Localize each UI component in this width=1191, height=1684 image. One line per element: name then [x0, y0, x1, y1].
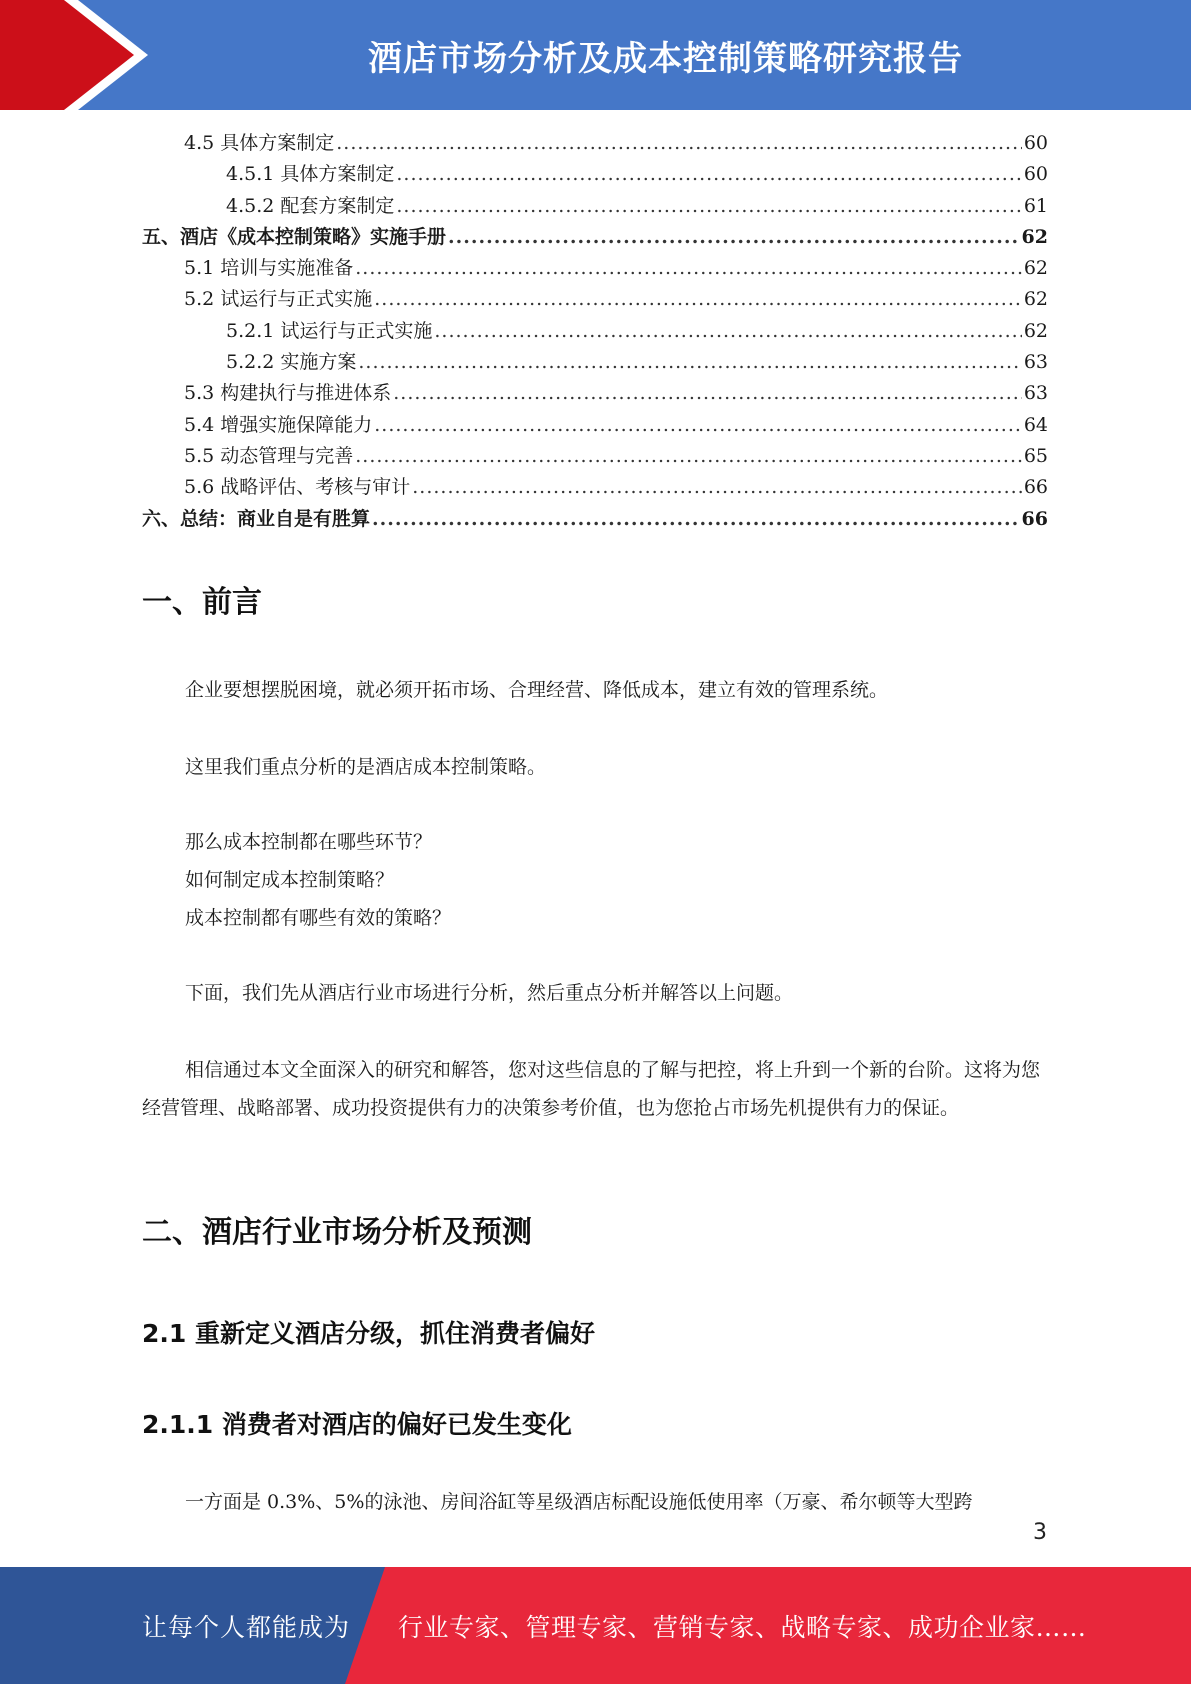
toc-leader-dots: [396, 159, 1021, 190]
section-heading-market-analysis: 二、酒店行业市场分析及预测: [142, 1215, 532, 1250]
toc-leader-dots: [355, 253, 1022, 284]
toc-leader-dots: [396, 191, 1021, 222]
toc-entry[interactable]: [142, 316, 1048, 347]
toc-entry-title: 4.5 具体方案制定: [184, 132, 335, 154]
paragraph: 相信通过本文全面深入的研究和解答，您对这些信息的了解与把控，将上升到一个新的台阶。这将为您经营管理、战略部署、成功投资提供有力的决策参考价值，也为您抢占市场先机提供有力的保证。: [142, 1059, 1041, 1119]
toc-leader-dots: [393, 378, 1022, 409]
toc-entry-page: 60: [1023, 132, 1048, 154]
toc-entry[interactable]: [142, 191, 1048, 222]
question-line: 那么成本控制都在哪些环节？: [185, 831, 433, 853]
table-of-contents: [142, 128, 1048, 535]
toc-leader-dots: [374, 284, 1022, 315]
toc-entry-title: 5.3 构建执行与推进体系: [184, 382, 392, 405]
page-footer: [0, 1567, 1191, 1684]
toc-entry[interactable]: [142, 222, 1048, 253]
toc-entry-title: 4.5.1 具体方案制定: [226, 163, 395, 186]
toc-entry-page: 64: [1023, 413, 1048, 436]
toc-entry-title: 5.6 战略评估、考核与审计: [184, 476, 411, 499]
toc-entry-page: 63: [1023, 382, 1048, 405]
toc-entry-title: 六、总结：商业自是有胜算: [142, 507, 371, 530]
toc-entry-title: 5.4 增强实施保障能力: [184, 413, 373, 436]
toc-entry-title: 5.1 培训与实施准备: [184, 257, 354, 280]
page-header: [0, 0, 1191, 110]
toc-leader-dots: [374, 410, 1022, 441]
toc-entry-page: 62: [1023, 319, 1048, 342]
toc-entry-page: 63: [1023, 351, 1048, 374]
page-number: 3: [1033, 1520, 1047, 1545]
toc-entry[interactable]: [142, 504, 1048, 535]
footer-slogan-left: 让每个人都能成为: [142, 1612, 351, 1642]
toc-leader-dots: [336, 128, 1022, 159]
toc-entry-title: 4.5.2 配套方案制定: [226, 194, 395, 217]
toc-leader-dots: [412, 472, 1022, 503]
toc-entry-page: 61: [1023, 194, 1048, 217]
toc-entry[interactable]: [142, 410, 1048, 441]
toc-leader-dots: [434, 316, 1021, 347]
toc-entry[interactable]: [142, 253, 1048, 284]
toc-entry[interactable]: [142, 347, 1048, 378]
document-title: 酒店市场分析及成本控制策略研究报告: [368, 38, 963, 79]
toc-leader-dots: [372, 504, 1020, 535]
toc-entry-title: 5.2.2 实施方案: [226, 351, 357, 374]
toc-entry[interactable]: [142, 441, 1048, 472]
toc-entry-title: 5.2 试运行与正式实施: [184, 288, 373, 311]
toc-entry-page: 62: [1023, 257, 1048, 280]
paragraph: 下面，我们先从酒店行业市场进行分析，然后重点分析并解答以上问题。: [185, 982, 794, 1004]
section-heading-preface: 一、前言: [142, 585, 262, 620]
toc-entry-page: 66: [1023, 476, 1048, 499]
paragraph: 这里我们重点分析的是酒店成本控制策略。: [185, 756, 547, 778]
toc-entry[interactable]: [142, 472, 1048, 503]
toc-entry-page: 66: [1021, 507, 1048, 530]
question-line: 成本控制都有哪些有效的策略？: [185, 907, 452, 929]
paragraph: 一方面是 0.3%、5%的泳池、房间浴缸等星级酒店标配设施低使用率（万豪、希尔顿等大型跨: [185, 1491, 973, 1513]
toc-entry-page: 62: [1021, 225, 1048, 248]
toc-entry[interactable]: [142, 284, 1048, 315]
toc-leader-dots: [355, 441, 1022, 472]
toc-entry-title: 5.2.1 试运行与正式实施: [226, 319, 433, 342]
subsection-heading-2-1-1: 2.1.1 消费者对酒店的偏好已发生变化: [142, 1410, 572, 1439]
toc-leader-dots: [358, 347, 1021, 378]
footer-slogan-right: 行业专家、管理专家、营销专家、战略专家、成功企业家……: [398, 1612, 1087, 1642]
toc-entry-title: 5.5 动态管理与完善: [184, 444, 354, 467]
subsection-heading-2-1: 2.1 重新定义酒店分级，抓住消费者偏好: [142, 1319, 595, 1348]
toc-entry[interactable]: [142, 378, 1048, 409]
toc-entry-page: 62: [1023, 288, 1048, 311]
toc-leader-dots: [448, 222, 1020, 253]
toc-entry-title: 五、酒店《成本控制策略》实施手册: [142, 225, 447, 248]
header-arrow-decoration: [0, 0, 160, 110]
toc-entry[interactable]: [142, 159, 1048, 190]
paragraph: 企业要想摆脱困境，就必须开拓市场、合理经营、降低成本，建立有效的管理系统。: [185, 679, 889, 701]
toc-entry-page: 65: [1023, 444, 1048, 467]
toc-entry-page: 60: [1023, 163, 1048, 186]
toc-entry[interactable]: [142, 128, 1048, 159]
question-line: 如何制定成本控制策略？: [185, 869, 395, 891]
